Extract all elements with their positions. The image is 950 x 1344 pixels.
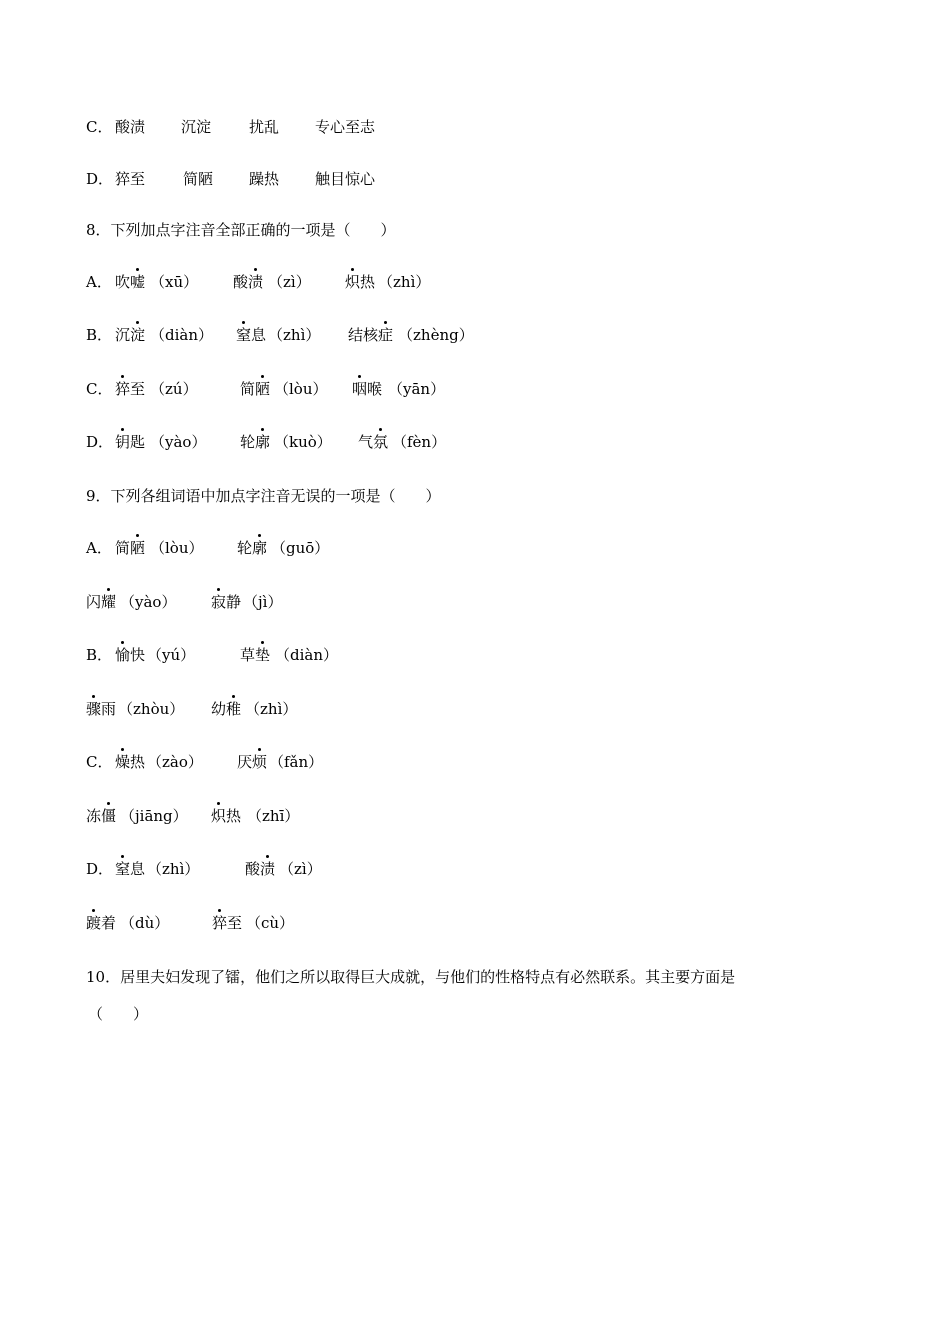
- pinyin-item: 寂静: [211, 593, 242, 611]
- dotted-char: 窒: [236, 326, 252, 344]
- dotted-char: 嘘: [130, 273, 146, 291]
- pinyin-item: 钥匙: [115, 433, 146, 451]
- dotted-char: 稚: [226, 700, 242, 718]
- pinyin-item: 轮廓: [240, 433, 271, 451]
- pinyin: （yào）: [150, 433, 207, 451]
- option-label: A．: [86, 273, 112, 291]
- pinyin-item: 猝至: [115, 380, 146, 398]
- option-label: D．: [86, 170, 114, 188]
- dotted-char: 渍: [248, 273, 264, 291]
- dotted-char: 猝: [212, 914, 228, 932]
- pinyin-item: 踱着: [86, 914, 117, 932]
- pinyin-item: 酸渍: [245, 860, 276, 878]
- pinyin: （fèn）: [392, 433, 447, 451]
- pinyin-item: 结核症: [348, 326, 394, 344]
- pinyin-item: 炽热: [211, 807, 242, 825]
- dotted-char: 烦: [252, 753, 268, 771]
- pinyin: （lòu）: [150, 539, 204, 557]
- word: 扰乱: [249, 118, 280, 136]
- pinyin-item: 咽喉: [352, 380, 383, 398]
- pinyin-item: 窒息: [236, 326, 267, 344]
- pinyin-item: 酸渍: [233, 273, 264, 291]
- pinyin: （zào）: [147, 753, 203, 771]
- pinyin-item: 闪耀: [86, 593, 117, 611]
- pinyin: （zú）: [150, 380, 198, 398]
- q10-stem: 10．居里夫妇发现了镭，他们之所以取得巨大成就，与他们的性格特点有必然联系。其主要方面是: [86, 968, 736, 986]
- dotted-char: 僵: [101, 807, 117, 825]
- dotted-char: 氛: [373, 433, 389, 451]
- pinyin-item: 炽热: [345, 273, 376, 291]
- pinyin-item: 燥热: [115, 753, 146, 771]
- dotted-char: 咽: [352, 380, 368, 398]
- word: 沉淀: [181, 118, 212, 136]
- pinyin: （jì）: [243, 593, 283, 611]
- pinyin-item: 轮廓: [237, 539, 268, 557]
- pinyin: （yú）: [147, 646, 196, 664]
- pinyin: （dù）: [120, 914, 170, 932]
- option-label: B．: [86, 326, 113, 344]
- dotted-char: 骤: [86, 700, 102, 718]
- pinyin-item: 简陋: [115, 539, 146, 557]
- pinyin-item: 幼稚: [211, 700, 242, 718]
- q8-stem: 8．下列加点字注音全部正确的一项是（ ）: [86, 221, 396, 239]
- pinyin: （xū）: [150, 273, 199, 291]
- dotted-char: 淀: [130, 326, 146, 344]
- pinyin: （zhì）: [245, 700, 298, 718]
- q10-blank: （ ）: [88, 1005, 149, 1023]
- pinyin: （diàn）: [150, 326, 214, 344]
- dotted-char: 寂: [211, 593, 227, 611]
- word: 触目惊心: [315, 170, 376, 188]
- pinyin: （zhì）: [268, 326, 321, 344]
- dotted-char: 炽: [345, 273, 361, 291]
- pinyin: （zì）: [279, 860, 322, 878]
- dotted-char: 垫: [255, 646, 271, 664]
- option-label: C．: [86, 753, 113, 771]
- dotted-char: 猝: [115, 380, 131, 398]
- pinyin: （lòu）: [274, 380, 328, 398]
- dotted-char: 陋: [255, 380, 271, 398]
- pinyin-item: 吹嘘: [115, 273, 146, 291]
- pinyin: （yào）: [120, 593, 177, 611]
- pinyin: （fǎn）: [269, 753, 324, 771]
- pinyin: （zhī）: [247, 807, 300, 825]
- pinyin: （zhèng）: [398, 326, 474, 344]
- pinyin-item: 简陋: [240, 380, 271, 398]
- word: 躁热: [249, 170, 280, 188]
- pinyin-item: 骤雨: [86, 700, 117, 718]
- pinyin: （jiāng）: [120, 807, 188, 825]
- dotted-char: 窒: [115, 860, 131, 878]
- pinyin: （yān）: [388, 380, 446, 398]
- pinyin: （zhì）: [378, 273, 431, 291]
- dotted-char: 踱: [86, 914, 102, 932]
- option-label: C．: [86, 380, 113, 398]
- pinyin-item: 猝至: [212, 914, 243, 932]
- pinyin-item: 窒息: [115, 860, 146, 878]
- option-label: D．: [86, 860, 114, 878]
- word: 酸渍: [115, 118, 146, 136]
- pinyin-item: 草垫: [240, 646, 271, 664]
- word: 简陋: [183, 170, 214, 188]
- dotted-char: 廓: [252, 539, 268, 557]
- option-label: C．: [86, 118, 113, 136]
- pinyin: （cù）: [246, 914, 295, 932]
- pinyin: （guō）: [271, 539, 330, 557]
- option-label: A．: [86, 539, 112, 557]
- pinyin: （zì）: [268, 273, 311, 291]
- pinyin: （zhòu）: [118, 700, 185, 718]
- dotted-char: 耀: [101, 593, 117, 611]
- dotted-char: 廓: [255, 433, 271, 451]
- dotted-char: 症: [378, 326, 394, 344]
- word: 猝至: [115, 170, 146, 188]
- option-label: D．: [86, 433, 114, 451]
- dotted-char: 钥: [115, 433, 131, 451]
- word: 专心至志: [315, 118, 376, 136]
- pinyin: （diàn）: [275, 646, 339, 664]
- pinyin-item: 厌烦: [237, 753, 268, 771]
- dotted-char: 愉: [115, 646, 131, 664]
- dotted-char: 陋: [130, 539, 146, 557]
- pinyin-item: 气氛: [358, 433, 389, 451]
- pinyin-item: 愉快: [115, 646, 146, 664]
- pinyin-item: 冻僵: [86, 807, 117, 825]
- dotted-char: 渍: [260, 860, 276, 878]
- pinyin: （zhì）: [147, 860, 200, 878]
- dotted-char: 燥: [115, 753, 131, 771]
- option-label: B．: [86, 646, 113, 664]
- pinyin: （kuò）: [274, 433, 332, 451]
- dotted-char: 炽: [211, 807, 227, 825]
- q9-stem: 9．下列各组词语中加点字注音无误的一项是（ ）: [86, 487, 441, 505]
- pinyin-item: 沉淀: [115, 326, 146, 344]
